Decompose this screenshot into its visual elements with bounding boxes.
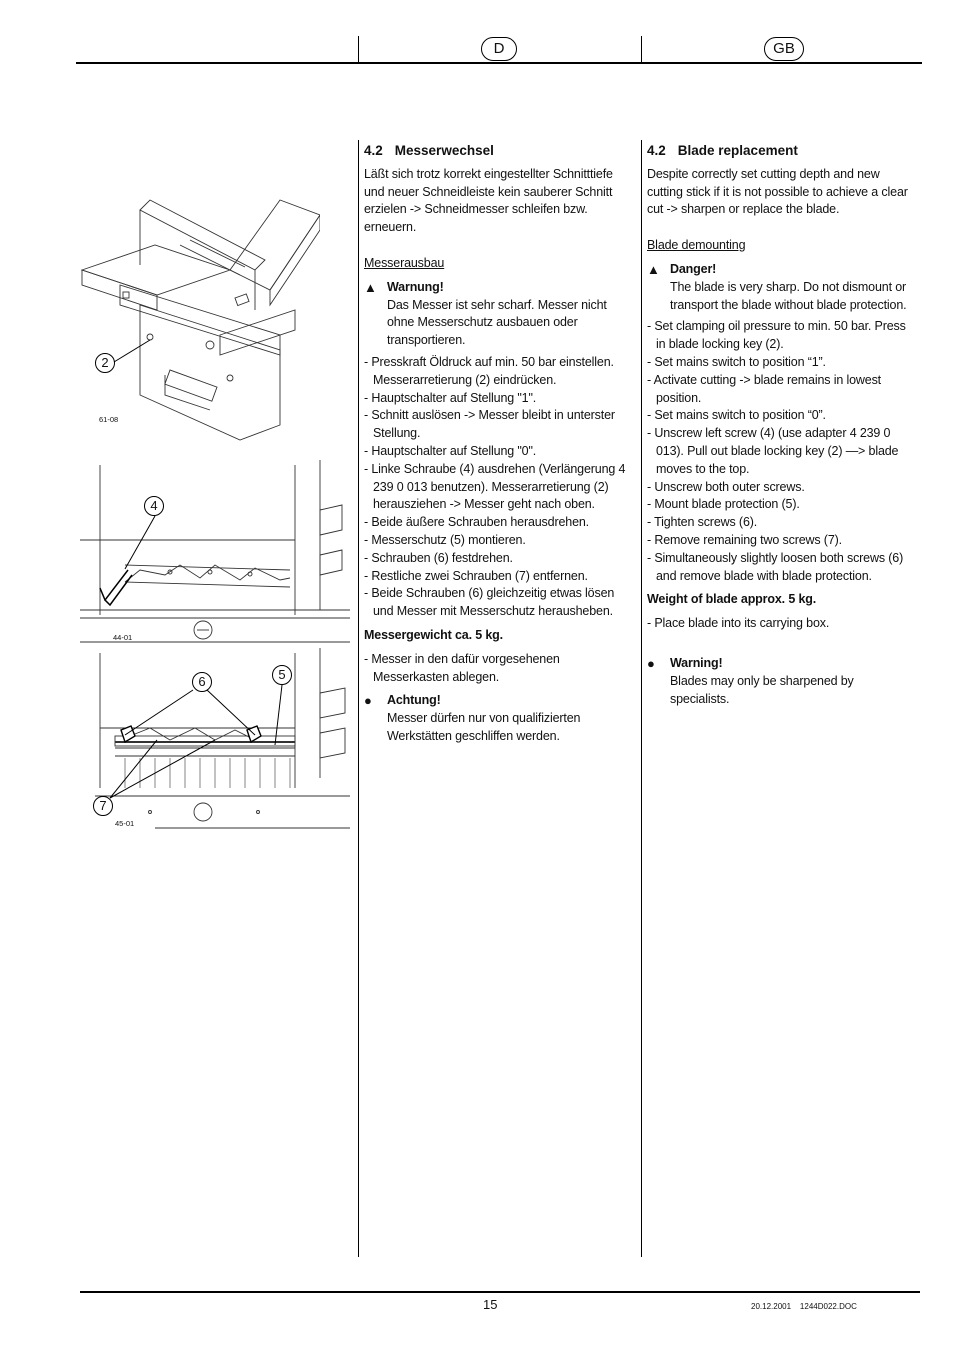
intro-gb: Despite correctly set cutting depth and new cutting stick if it is not possible to achieve a clear cut -> sharpen or replace the blade.: [647, 166, 908, 217]
document-info: 20.12.2001 1244D022.DOC: [751, 1302, 857, 1311]
subheading-gb: Blade demounting: [647, 238, 746, 253]
list-item: - Hauptschalter auf Stellung "1".: [364, 390, 537, 405]
warning-title-de: Warnung!: [387, 279, 444, 294]
page-number: 15: [483, 1297, 498, 1312]
warning-text-gb: The blade is very sharp. Do not dismount or transport the blade without blade protection.: [670, 279, 907, 312]
callout-4-leader: [120, 514, 160, 574]
warning-text-de: Das Messer ist sehr scharf. Messer nicht ohne Messerschutz ausbauen oder transportieren.: [387, 297, 607, 348]
list-item: - Schrauben (6) festdrehen.: [364, 550, 513, 565]
section-heading-gb: [647, 142, 915, 160]
header-divider-left: [358, 36, 359, 63]
list-item: - Simultaneously slightly loosen both screws (6) and remove blade with blade protection.: [647, 550, 904, 583]
list-item: - Presskraft Öldruck auf min. 50 bar einstellen. Messerarretierung (2) eindrücken.: [364, 354, 614, 387]
warning-triangle-icon: ▲: [364, 279, 377, 295]
callout-2-leader: [112, 335, 152, 365]
caution-text-de: Messer dürfen nur von qualifizierten Werkstätten geschliffen werden.: [387, 711, 581, 743]
steps-list-de: [364, 354, 636, 621]
footer-rule: [80, 1291, 920, 1293]
list-item: - Messer in den dafür vorgesehenen Messerkasten ablegen.: [364, 651, 560, 684]
language-badge-gb: GB: [764, 37, 804, 61]
machine-overview-figure: [80, 195, 320, 445]
list-item: - Place blade into its carrying box.: [647, 616, 830, 631]
caution-dot-icon: ●: [647, 655, 655, 671]
figure-code-2: 44-01: [113, 633, 133, 642]
header-rule: [76, 62, 922, 64]
section-title-de: Messerwechsel: [394, 143, 494, 158]
language-badge-de: D: [481, 37, 517, 61]
subheading-de: Messerausbau: [364, 255, 445, 270]
list-item: - Messerschutz (5) montieren.: [364, 532, 526, 547]
callout-7: 7: [93, 796, 113, 816]
figure-code-3: 45-01: [115, 819, 135, 828]
callout-5: 5: [272, 665, 292, 685]
callout-4: 4: [144, 496, 164, 516]
list-item: - Set mains switch to position “1”.: [647, 354, 826, 369]
callout-leaders-5-6-7: [95, 660, 295, 820]
blade-weight-gb: Weight of blade approx. 5 kg.: [647, 592, 817, 607]
list-item: - Beide äußere Schrauben herausdrehen.: [364, 515, 590, 530]
blade-weight-de: Messergewicht ca. 5 kg.: [364, 627, 503, 642]
caution-block-gb: [647, 655, 915, 708]
intro-de: Läßt sich trotz korrekt eingestellter Schnitttiefe und neuer Schneidleiste kein sauberer Schnitt erzielen -> Schneidmesser schleifen bzw. erneuern.: [364, 166, 613, 235]
list-item: - Set mains switch to position “0”.: [647, 408, 826, 423]
callout-2: 2: [95, 353, 115, 373]
german-column: [364, 142, 636, 750]
list-item: - Restliche zwei Schrauben (7) entfernen.: [364, 568, 588, 583]
steps2-list-de: [364, 651, 636, 687]
warning-title-gb: Danger!: [670, 261, 717, 276]
caution-title-de: Achtung!: [387, 693, 441, 708]
list-item: - Activate cutting -> blade remains in lowest position.: [647, 372, 881, 405]
warning-block-gb: [647, 261, 915, 314]
section-heading-de: [364, 142, 636, 160]
list-item: - Unscrew both outer screws.: [647, 479, 805, 494]
list-item: - Unscrew left screw (4) (use adapter 4 239 0 013). Pull out blade locking key (2) —> blade moves to the top.: [647, 426, 899, 476]
english-column: [647, 142, 915, 712]
caution-block-de: [364, 692, 636, 745]
steps-list-gb: [647, 318, 915, 585]
list-item: - Beide Schrauben (6) gleichzeitig etwas lösen und Messer mit Messerschutz herausheben.: [364, 586, 615, 619]
list-item: - Mount blade protection (5).: [647, 497, 800, 512]
section-number-gb: 4.2: [647, 143, 666, 158]
list-item: - Remove remaining two screws (7).: [647, 532, 842, 547]
list-item: - Set clamping oil pressure to min. 50 bar. Press in blade locking key (2).: [647, 319, 906, 352]
list-item: - Hauptschalter auf Stellung "0".: [364, 443, 537, 458]
list-item: - Linke Schraube (4) ausdrehen (Verlängerung 4 239 0 013 benutzen). Messerarretierung (2) herausziehen -> Messer geht nach oben.: [364, 461, 626, 512]
section-number-de: 4.2: [364, 143, 383, 158]
caution-dot-icon: ●: [364, 693, 372, 709]
callout-6: 6: [192, 672, 212, 692]
section-title-gb: Blade replacement: [677, 143, 798, 158]
list-item: - Tighten screws (6).: [647, 515, 758, 530]
caution-title-gb: Warning!: [670, 655, 723, 670]
column-divider-right: [641, 140, 642, 1257]
list-item: - Schnitt auslösen -> Messer bleibt in unterster Stellung.: [364, 408, 615, 441]
steps2-list-gb: [647, 615, 915, 633]
warning-block-de: [364, 279, 636, 350]
figure-code-1: 61-08: [99, 415, 119, 424]
caution-text-gb: Blades may only be sharpened by specialists.: [670, 673, 854, 706]
header-divider-right: [641, 36, 642, 63]
column-divider-left: [358, 140, 359, 1257]
warning-triangle-icon: ▲: [647, 261, 660, 277]
